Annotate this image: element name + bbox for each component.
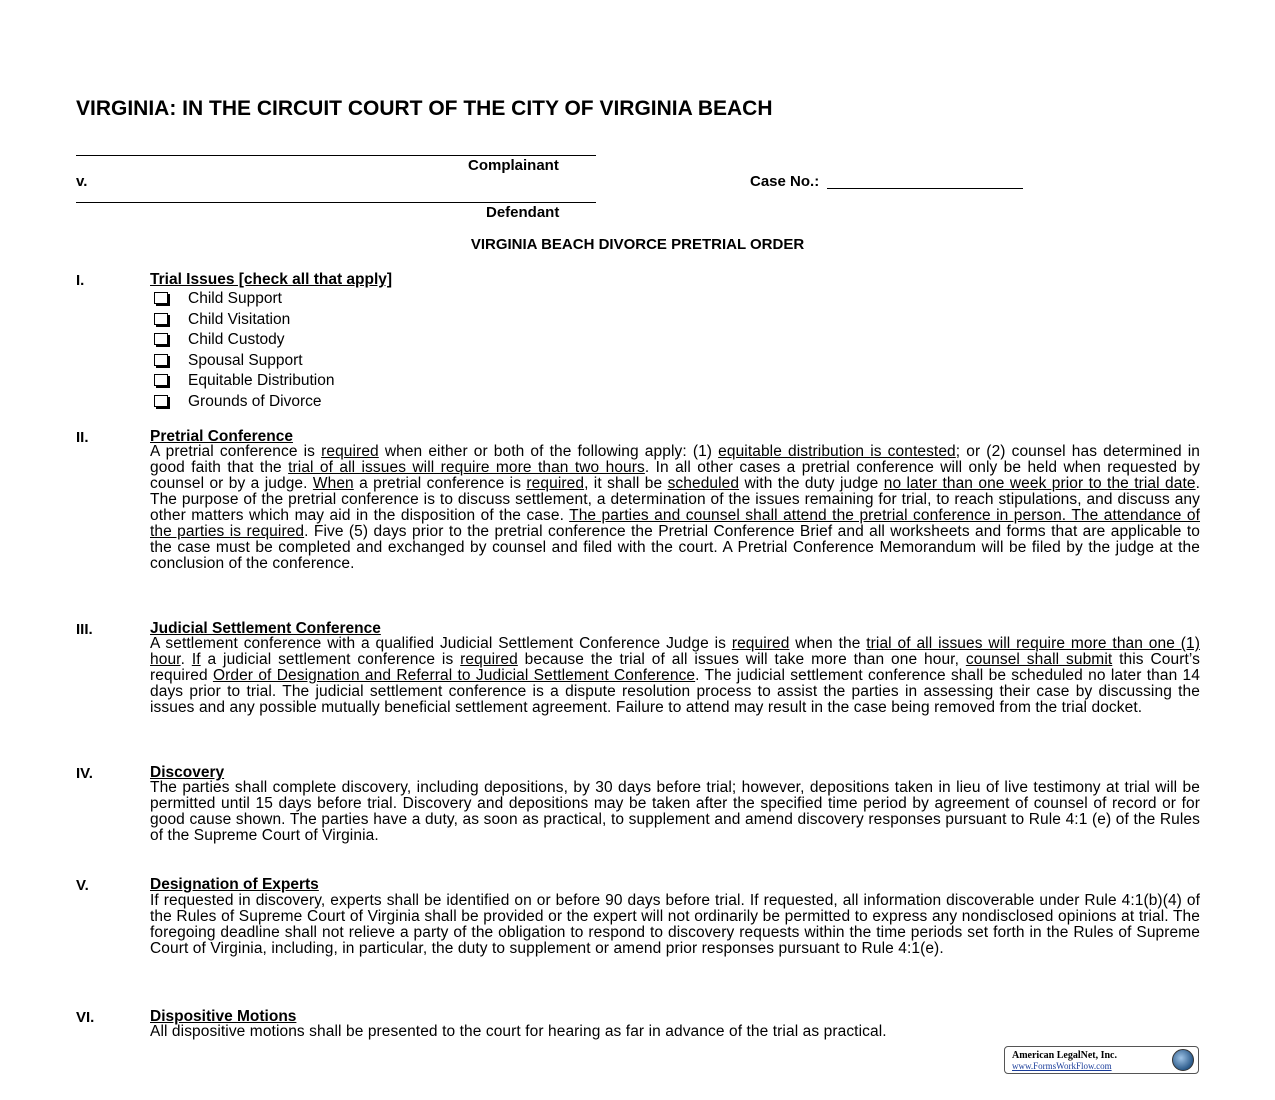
checkbox-icon[interactable] <box>154 313 168 325</box>
checklist-item-label: Child Visitation <box>188 310 291 328</box>
checkbox-icon[interactable] <box>154 292 168 304</box>
order-title: VIRGINIA BEACH DIVORCE PRETRIAL ORDER <box>470 236 805 253</box>
section-3-heading: Judicial Settlement Conference <box>150 620 381 637</box>
trial-issues-checklist <box>154 290 334 413</box>
case-number-blank[interactable] <box>827 174 1023 189</box>
discovery-paragraph: The parties shall complete discovery, including depositions, by 30 days before trial; however, depositions taken in lieu of live testimony at trial will be permitted until 15 days before trial. Discovery and depositions may be taken after the specified time period by agreement of counsel of record or for good cause shown. The parties have a duty, as soon as practical, to supplement and amend discovery responses pursuant to Rule 4:1 (e) of the Rules of the Supreme Court of Virginia. <box>150 779 1200 844</box>
checkbox-icon[interactable] <box>154 333 168 345</box>
judicial-settlement-paragraph: A settlement conference with a qualified Judicial Settlement Conference Judge is required when the trial of all issues will require more than one (1) hour. If a judicial settlement conference is required because the trial of all issues will take more than one hour, counsel shall submit this Court’s required Order of Designation and Referral to Judicial Settlement Conference. The judicial settlement conference shall be scheduled no later than 14 days prior to trial. The judicial settlement conference is a dispute resolution process to assist the parties in assessing their case by discussing the issues and any possible mutually beneficial settlement agreement. Failure to attend may result in the case being removed from the trial docket. <box>150 635 1200 716</box>
versus-label: v. <box>76 173 88 190</box>
checklist-item-spousal-support[interactable] <box>154 352 334 373</box>
section-6-heading: Dispositive Motions <box>150 1008 297 1025</box>
section-6-numeral: VI. <box>76 1009 95 1026</box>
logo-url-link[interactable]: www.FormsWorkFlow.com <box>1012 1061 1112 1071</box>
section-4-heading: Discovery <box>150 764 225 781</box>
experts-paragraph: If requested in discovery, experts shall be identified on or before 90 days before trial. If requested, all information discoverable under Rule 4:1(b)(4) of the Rules of Supreme Court of Virginia shall be provided or the expert will not ordinarily be permitted to express any nondisclosed opinions at trial. The foregoing deadline shall not relieve a party of the obligation to respond to discovery requests within the time periods set forth in the Rules of Supreme Court of Virginia, including, in particular, the duty to supplement or amend prior responses pursuant to Rule 4:1(e). <box>150 892 1200 957</box>
checklist-item-label: Child Custody <box>188 331 285 348</box>
dispositive-motions-paragraph: All dispositive motions shall be presented to the court for hearing as far in advance of the trial as practical. <box>150 1023 887 1040</box>
checklist-item-child-visitation[interactable] <box>154 311 334 332</box>
section-1-numeral: I. <box>76 272 85 289</box>
court-title: VIRGINIA: IN THE CIRCUIT COURT OF THE CITY OF VIRGINIA BEACH <box>76 97 773 120</box>
case-number-field <box>750 173 1023 190</box>
complainant-label: Complainant <box>468 157 559 174</box>
section-3-numeral: III. <box>76 621 93 638</box>
pretrial-conference-paragraph: A pretrial conference is required when either or both of the following apply: (1) equitable distribution is contested; or (2) counsel has determined in good faith that the trial of all issues will require more than two hours. In all other cases a pretrial conference will only be held when requested by counsel or by a judge. When a pretrial conference is required, it shall be scheduled with the duty judge no later than one week prior to the trial date. The purpose of the pretrial conference is to discuss settlement, a determination of the issues remaining for trial, to reach stipulations, and discuss any other matters which may aid in the disposition of the case. The parties and counsel shall attend the pretrial conference in person. The attendance of the parties is required. Five (5) days prior to the pretrial conference the Pretrial Conference Brief and all worksheets and forms that are applicable to the case must be completed and exchanged by counsel and filed with the court. A Pretrial Conference Memorandum will be filed by the judge at the conclusion of the conference. <box>150 443 1201 572</box>
checklist-item-label: Grounds of Divorce <box>188 392 322 410</box>
checklist-item-child-custody[interactable] <box>154 331 334 352</box>
checkbox-icon[interactable] <box>154 354 168 366</box>
defendant-label: Defendant <box>486 204 560 221</box>
checklist-item-label: Equitable Distribution <box>188 372 335 389</box>
section-2-heading: Pretrial Conference <box>150 428 293 445</box>
checklist-item-child-support[interactable] <box>154 290 334 311</box>
section-1-heading: Trial Issues [check all that apply] <box>150 271 393 288</box>
checklist-item-label: Child Support <box>188 290 282 307</box>
checklist-item-grounds-of-divorce[interactable] <box>154 393 334 414</box>
complainant-line[interactable] <box>76 155 596 156</box>
checkbox-icon[interactable] <box>154 395 168 407</box>
section-4-numeral: IV. <box>76 765 93 782</box>
defendant-line[interactable] <box>76 202 596 203</box>
section-5-numeral: V. <box>76 877 89 894</box>
checklist-item-label: Spousal Support <box>188 351 303 369</box>
case-number-label: Case No.: <box>750 173 820 190</box>
checkbox-icon[interactable] <box>154 374 168 386</box>
logo-brand: American LegalNet, Inc. <box>1012 1050 1117 1061</box>
section-5-heading: Designation of Experts <box>150 876 319 893</box>
section-2-numeral: II. <box>76 429 89 446</box>
american-legalnet-logo[interactable] <box>1004 1046 1199 1074</box>
checklist-item-equitable-distribution[interactable] <box>154 372 334 393</box>
globe-icon <box>1172 1049 1194 1071</box>
